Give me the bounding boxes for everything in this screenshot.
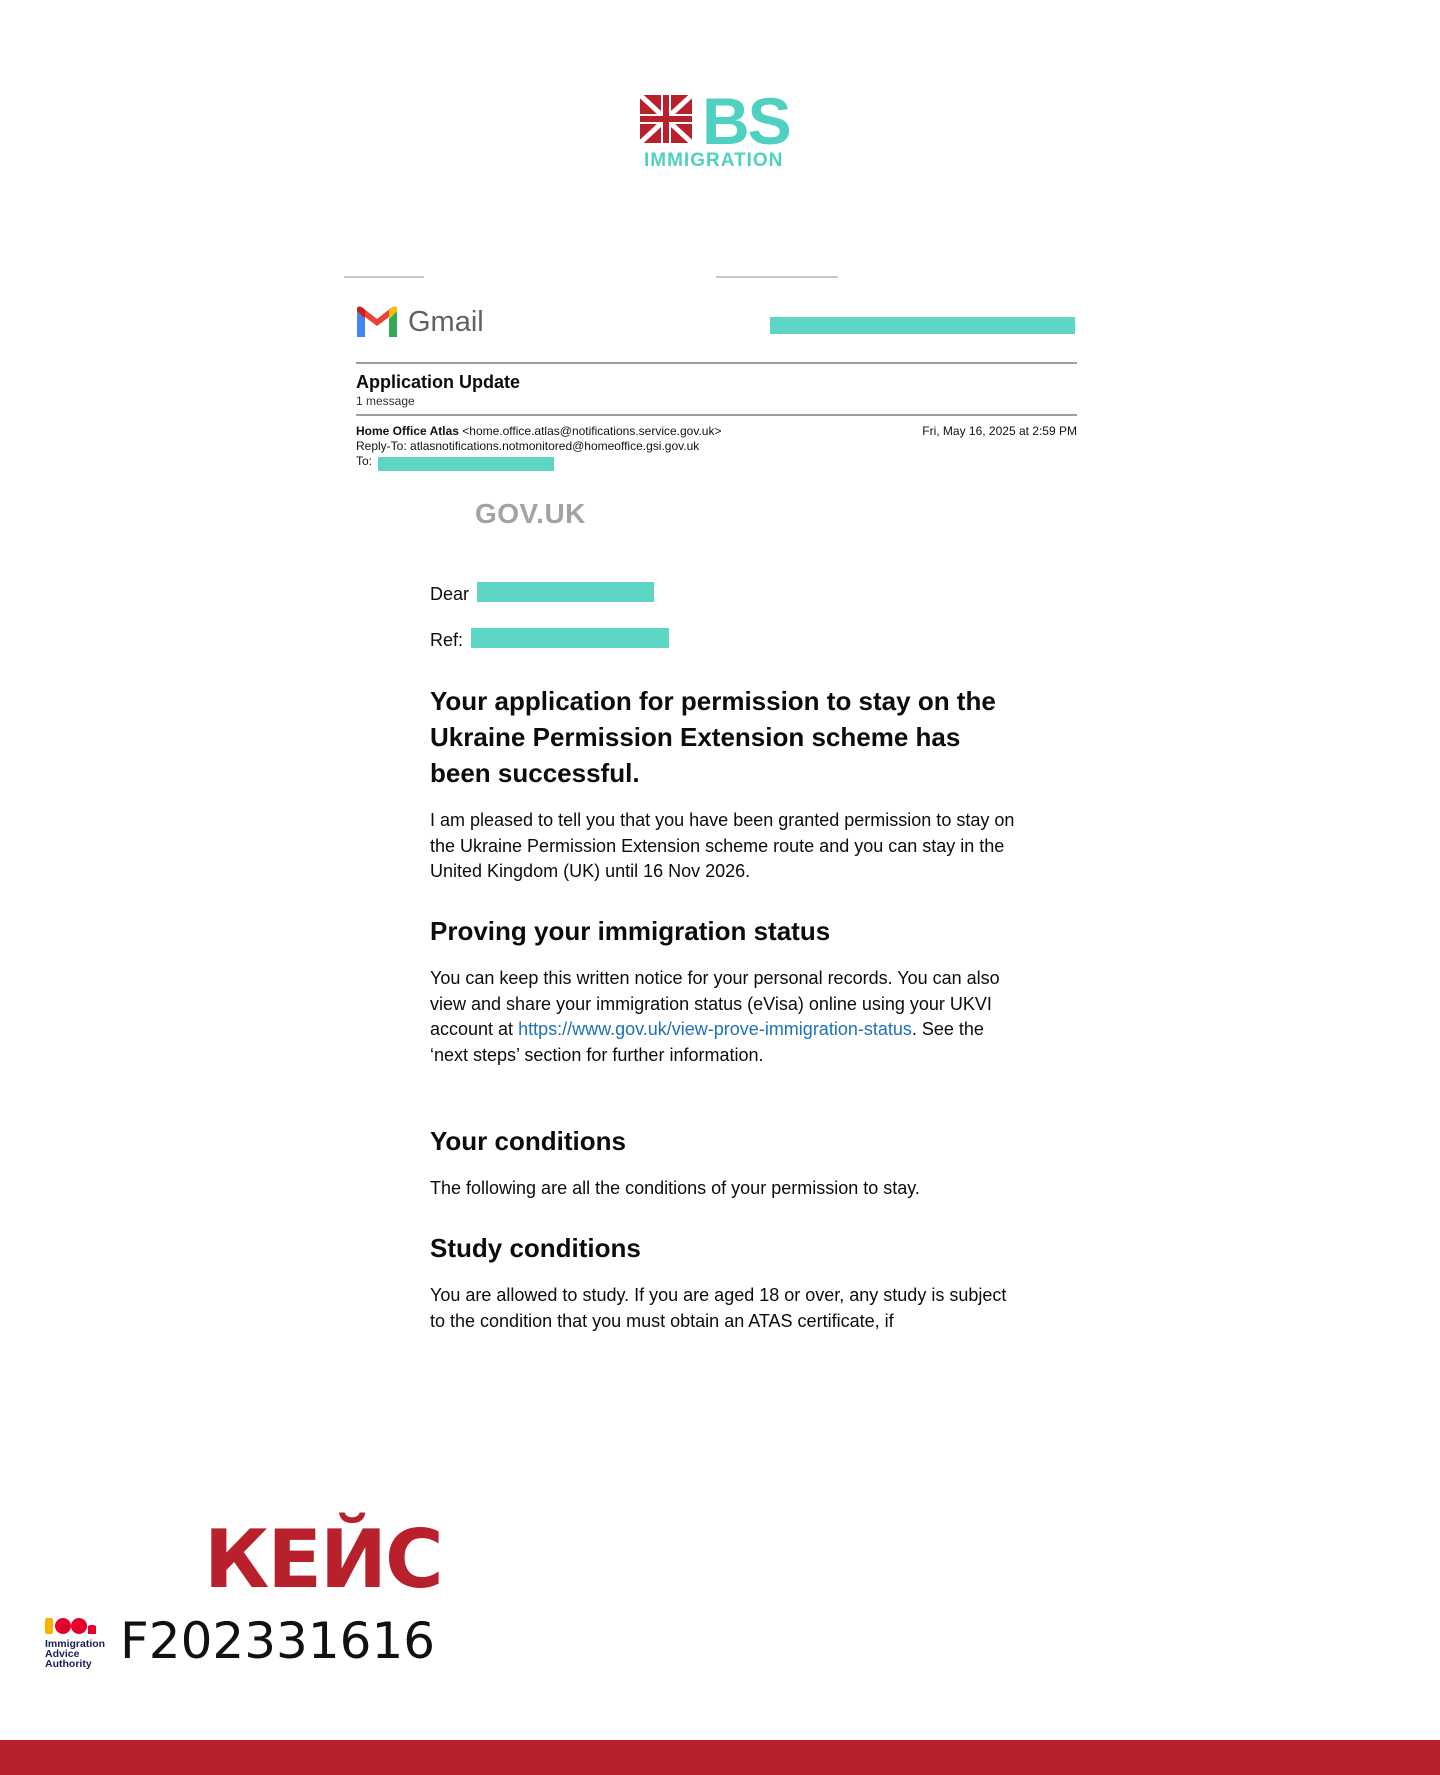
granted-paragraph: I am pleased to tell you that you have been granted permission to stay on the Ukraine Permission Extension scheme route and you can stay in the United Kingdom (UK) until 16 Nov 2026. (430, 810, 1015, 881)
brand-subtitle: IMMIGRATION (644, 150, 784, 171)
bottom-accent-bar (0, 1740, 1440, 1775)
case-number: F202331616 (120, 1612, 436, 1670)
iaa-logo (44, 1615, 114, 1671)
divider (356, 362, 1077, 364)
email-subject: Application Update (356, 372, 521, 392)
view-prove-status-link[interactable]: https://www.gov.uk/view-prove-immigration-status (518, 1019, 912, 1039)
brand-letters: BS (702, 84, 790, 158)
sender-email: <home.office.atlas@notifications.service.gov.uk> (462, 424, 722, 438)
iaa-mark-icon (44, 1615, 98, 1637)
proving-text-end: . See the ‘next steps’ section for further information. (430, 1019, 984, 1065)
case-title: КЕЙС (204, 1513, 442, 1606)
dear-label: Dear (430, 584, 470, 604)
divider (356, 414, 1077, 416)
from-line (356, 424, 721, 439)
scan-artifact (716, 276, 838, 278)
scan-artifact (344, 276, 424, 278)
union-flag-icon (640, 95, 692, 143)
ref-label: Ref: (430, 630, 464, 650)
proving-text: You can keep this written notice for your personal records. You can also view and share your immigration status (eVisa) online using your UKVI account at (430, 968, 1000, 1039)
govuk-logo: GOV.UK (475, 498, 586, 529)
proving-status-heading: Proving your immigration status (430, 916, 831, 946)
to-label: To: (356, 454, 373, 468)
iaa-name-line: Advice (45, 1648, 80, 1660)
iaa-name (45, 1639, 105, 1669)
proving-status-paragraph (430, 966, 1020, 1068)
redacted-recipient (378, 457, 554, 471)
gmail-wordmark: Gmail (408, 306, 484, 338)
study-conditions-paragraph: You are allowed to study. If you are aged 18 or over, any study is subject to the condition that you must obtain an ATAS certificate, if (430, 1285, 1007, 1331)
gmail-icon (355, 305, 399, 339)
iaa-name-line: Immigration (45, 1638, 106, 1650)
conditions-paragraph: The following are all the conditions of your permission to stay. (430, 1178, 920, 1198)
iaa-name-line: Authority (45, 1658, 92, 1670)
bs-immigration-logo (640, 84, 800, 178)
reply-to-line: Reply-To: atlasnotifications.notmonitored@homeoffice.gsi.gov.uk (356, 439, 700, 453)
message-count: 1 message (356, 394, 415, 408)
sender-name: Home Office Atlas (356, 424, 459, 438)
conditions-heading: Your conditions (430, 1126, 626, 1156)
redacted-account-email (770, 317, 1075, 334)
redacted-name (477, 582, 654, 602)
decision-headline: Your application for permission to stay on the Ukraine Permission Extension scheme has been successful. (430, 686, 996, 788)
redacted-reference (471, 628, 669, 648)
email-date: Fri, May 16, 2025 at 2:59 PM (922, 424, 1077, 438)
study-conditions-heading: Study conditions (430, 1233, 641, 1263)
